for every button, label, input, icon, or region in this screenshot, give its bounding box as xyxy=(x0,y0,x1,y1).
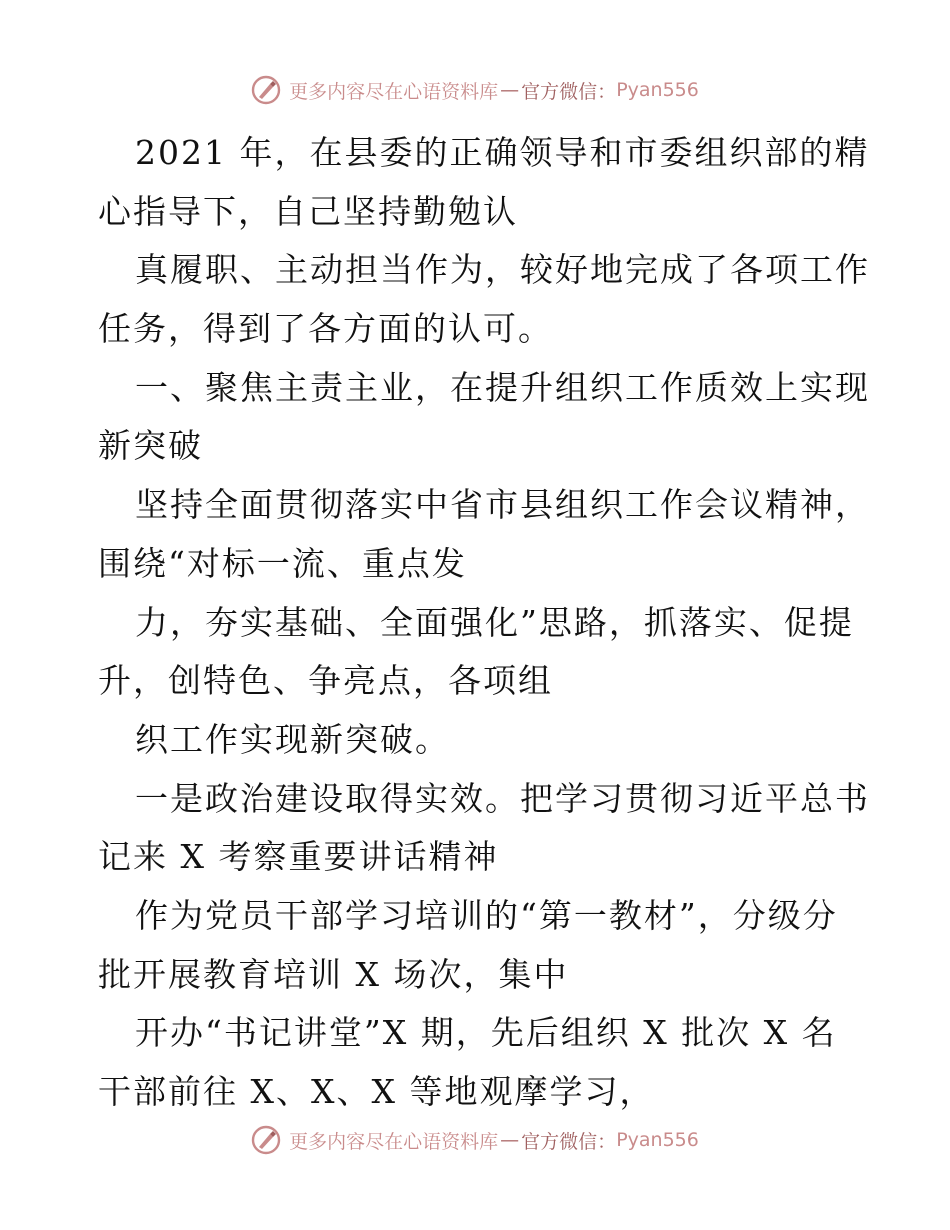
text-line: 织工作实现新突破。 xyxy=(135,719,450,759)
text-line: 作为党员干部学习培训的“第一教材”，分级分 xyxy=(135,895,838,935)
section-heading-line: 一、聚焦主责主业，在提升组织工作质效上实现 xyxy=(135,367,870,407)
text-line: 一是政治建设取得实效。把学习贯彻习近平总书 xyxy=(135,778,870,818)
watermark-dash: — xyxy=(500,79,520,101)
header-watermark xyxy=(0,70,950,110)
text-line: 记来 X 考察重要讲话精神 xyxy=(98,837,499,877)
section-heading-line: 新突破 xyxy=(98,426,203,466)
text-line: 批开展教育培训 X 场次，集中 xyxy=(98,954,569,994)
watermark-wechat-label: 官方微信： xyxy=(521,1130,617,1153)
text-line: 开办“书记讲堂”X 期，先后组织 X 批次 X 名 xyxy=(135,1013,837,1053)
watermark-wechat-id: Pyan556 xyxy=(616,1129,699,1151)
pen-logo-icon xyxy=(251,1125,281,1155)
text-line: 升，创特色、争亮点，各项组 xyxy=(98,661,553,701)
watermark-dash: — xyxy=(500,1129,520,1151)
pen-logo-icon xyxy=(251,75,281,105)
text-line: 2021 年，在县委的正确领导和市委组织部的精 xyxy=(135,133,870,172)
text-line: 心指导下，自己坚持勤勉认 xyxy=(98,191,518,231)
watermark-brand: 更多内容尽在心语资料库 xyxy=(289,80,499,103)
document-body xyxy=(98,124,870,1122)
watermark-wechat-id: Pyan556 xyxy=(616,79,699,101)
text-line: 任务，得到了各方面的认可。 xyxy=(98,309,553,349)
text-line: 围绕“对标一流、重点发 xyxy=(98,543,467,583)
text-line: 力，夯实基础、全面强化”思路，抓落实、促提 xyxy=(135,602,854,642)
text-line: 真履职、主动担当作为，较好地完成了各项工作 xyxy=(135,250,870,290)
text-line: 干部前往 X、X、X 等地观摩学习， xyxy=(98,1072,655,1111)
watermark-brand: 更多内容尽在心语资料库 xyxy=(289,1130,499,1153)
footer-watermark xyxy=(0,1120,950,1160)
text-line: 坚持全面贯彻落实中省市县组织工作会议精神， xyxy=(135,485,870,525)
watermark-wechat-label: 官方微信： xyxy=(521,80,617,103)
